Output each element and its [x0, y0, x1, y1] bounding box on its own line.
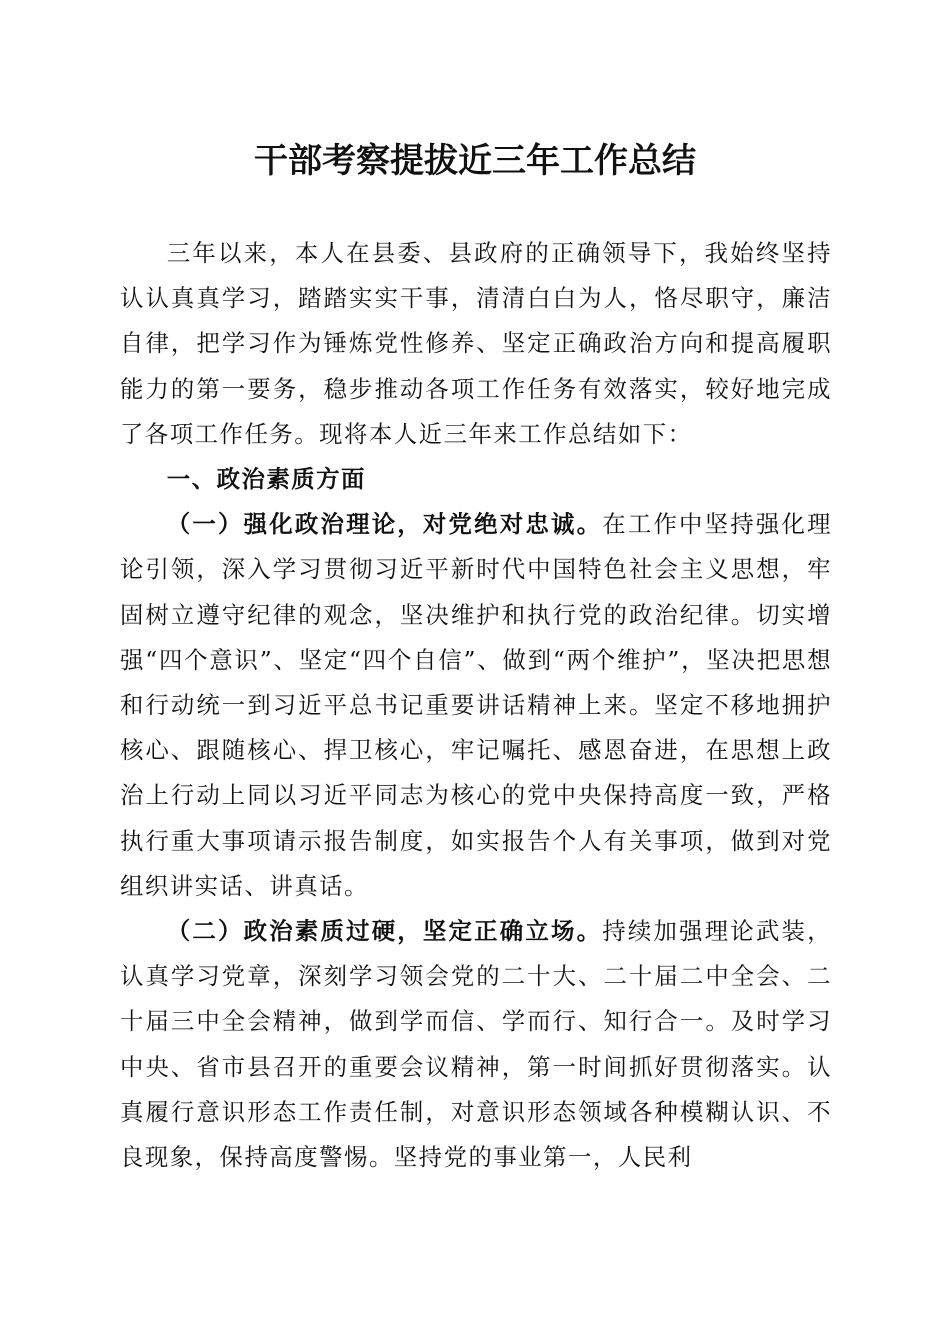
item-2-text: 持续加强理论武装，认真学习党章，深刻学习领会党的二十大、二十届二中全会、二十届三中全会精神，做到学而信、学而行、知行合一。及时学习中央、省市县召开的重要会议精神，第一时间抓好贯彻落实。认真履行意识形态工作责任制，对意识形态领域各种模糊认识、不良现象，保持高度警惕。坚持党的事业第一，人民利: [120, 917, 833, 1172]
item-1-text: 在工作中坚持强化理论引领，深入学习贯彻习近平新时代中国特色社会主义思想，牢固树立遵守纪律的观念，坚决维护和执行党的政治纪律。切实增强“四个意识”、坚定“四个自信”、做到“两个维护”，坚决把思想和行动统一到习近平总书记重要讲话精神上来。坚定不移地拥护核心、跟随核心、捍卫核心，牢记嘱托、感恩奋进，在思想上政治上行动上同以习近平同志为核心的党中央保持高度一致，严格执行重大事项请示报告制度，如实报告个人有关事项，做到对党组织讲实话、讲真话。: [120, 510, 833, 900]
document-body: [120, 231, 832, 1180]
document-title: 干部考察提拔近三年工作总结: [254, 141, 696, 181]
section-heading: 一、政治素质方面: [166, 465, 366, 494]
section-item-1: [120, 502, 832, 909]
intro-paragraph: 三年以来，本人在县委、县政府的正确领导下，我始终坚持认认真真学习，踏踏实实干事，清清白白为人，恪尽职守，廉洁自律，把学习作为锤炼党性修养、坚定正确政治方向和提高履职能力的第一要务，稳步推动各项工作任务有效落实，较好地完成了各项工作任务。现将本人近三年来工作总结如下：: [120, 239, 832, 448]
item-2-lead: （二）政治素质过硬，坚定正确立场。: [166, 917, 603, 946]
item-1-lead: （一）强化政治理论，对党绝对忠诚。: [166, 510, 603, 539]
section-item-2: [120, 909, 832, 1180]
